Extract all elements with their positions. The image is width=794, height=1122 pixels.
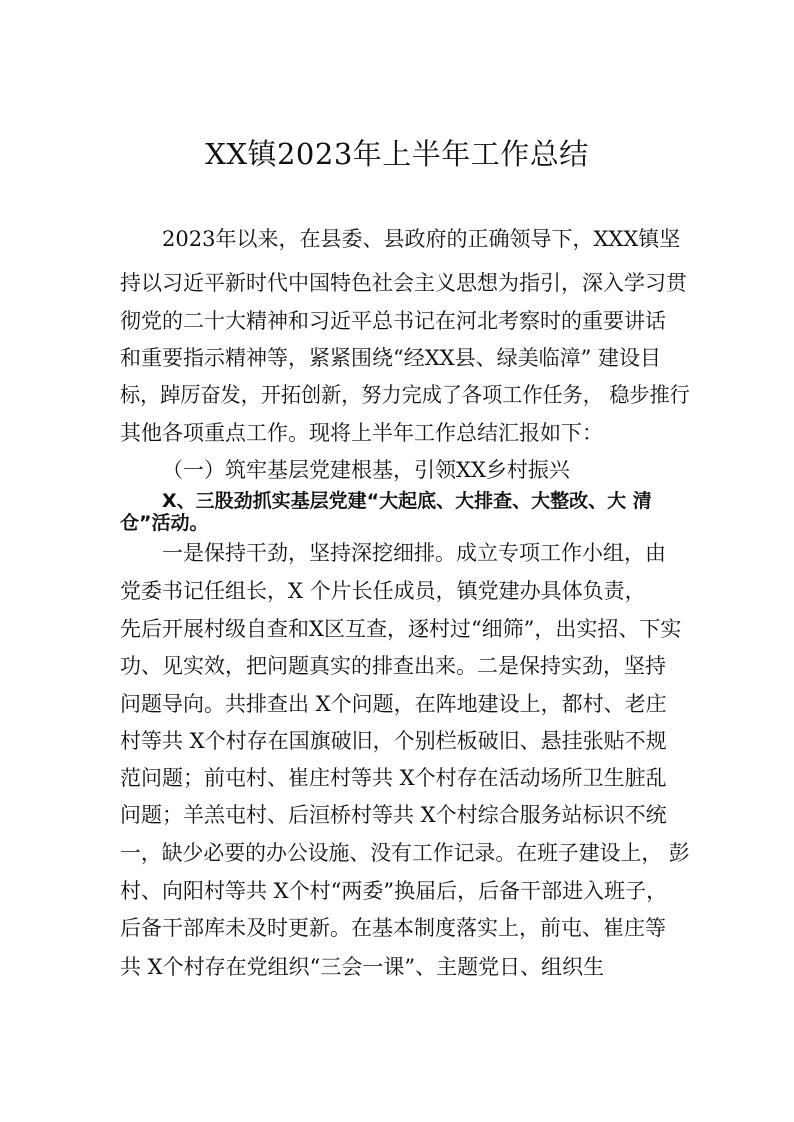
- subheading-line-2: 仓”活动。: [120, 512, 209, 534]
- body-line-7: 范问题；前屯村、崔庄村等共 X个村存在活动场所卫生脏乱: [120, 766, 667, 790]
- intro-line-4: 和重要指示精神等，紧紧围绕“经XX县、绿美临漳” 建设目: [120, 346, 662, 370]
- intro-line-6: 其他各项重点工作。现将上半年工作总结汇报如下：: [120, 421, 603, 445]
- body-line-2: 党委书记任组长，X 个片长任成员，镇党建办具体负责，: [120, 579, 646, 603]
- body-line-12: 共 X个村存在党组织“三会一课”、主题党日、组织生: [120, 955, 605, 979]
- body-line-3: 先后开展村级自查和X区互查，逐村过“细筛”，出实招、下实: [120, 617, 682, 641]
- body-line-1: 一是保持干劲，坚持深挖细排。成立专项工作小组，由: [162, 541, 666, 565]
- body-line-5: 问题导向。共排查出 X个问题，在阵地建设上，都村、老庄: [120, 692, 667, 716]
- body-line-9: 一，缺少必要的办公设施、没有工作记录。在班子建设上， 彭: [120, 841, 690, 865]
- body-line-4: 功、见实效，把问题真实的排查出来。二是保持实劲，坚持: [120, 654, 666, 678]
- body-line-8: 问题；羊羔屯村、后洹桥村等共 X个村综合服务站标识不统: [120, 803, 667, 827]
- intro-line-1: 2023年以来，在县委、县政府的正确领导下，XXX镇坚: [162, 227, 681, 251]
- intro-line-3: 彻党的二十大精神和习近平总书记在河北考察时的重要讲话: [120, 309, 666, 333]
- intro-line-5: 标，踔厉奋发，开拓创新，努力完成了各项工作任务， 稳步推行: [120, 383, 690, 407]
- intro-line-2: 持以习近平新时代中国特色社会主义思想为指引，深入学习贯: [120, 271, 687, 295]
- document-title: XX镇2023年上半年工作总结: [205, 137, 589, 171]
- body-line-10: 村、向阳村等共 X个村“两委”换届后，后备干部进入班子，: [120, 879, 668, 903]
- subheading-line-1: X、三股劲抓实基层党建“大起底、大排查、大整改、大 清: [162, 490, 652, 512]
- body-line-6: 村等共 X个村存在国旗破旧，个别栏板破旧、悬挂张贴不规: [120, 729, 667, 753]
- body-line-11: 后备干部库未及时更新。在基本制度落实上，前屯、崔庄等: [120, 916, 666, 940]
- section-heading: （一）筑牢基层党建根基，引领XX乡村振兴: [162, 458, 570, 482]
